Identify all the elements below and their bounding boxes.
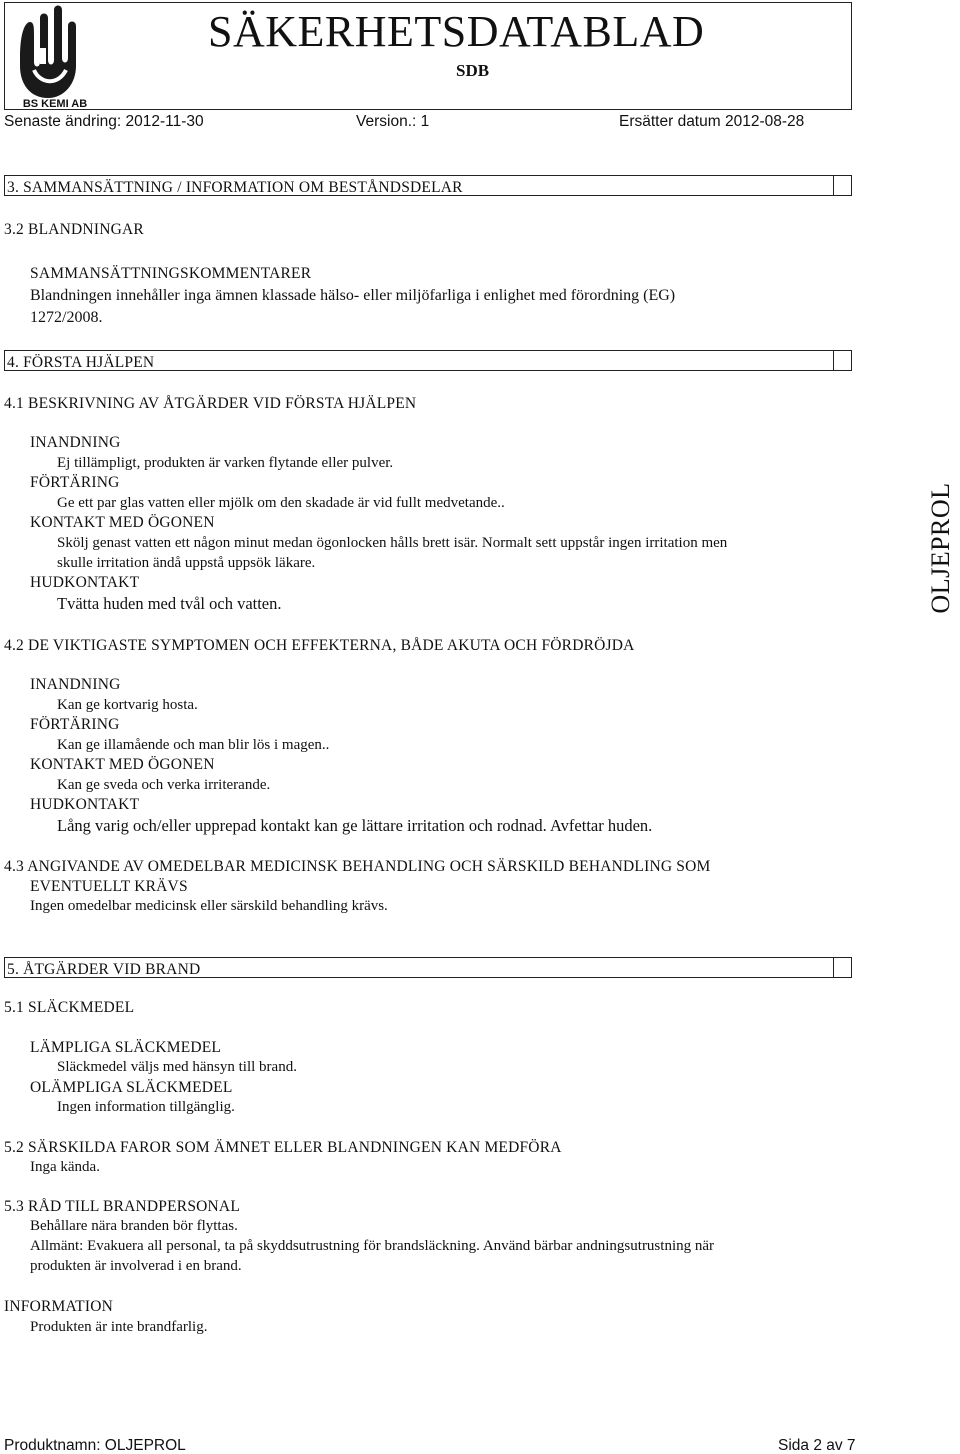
s41-inhalation-label: INANDNING xyxy=(30,434,121,451)
section-3-heading: 3. SAMMANSÄTTNING / INFORMATION OM BESTÅNDSDELAR xyxy=(7,179,463,196)
section-5-box xyxy=(833,957,851,978)
s42-inhalation-label: INANDNING xyxy=(30,676,121,693)
version: Version.: 1 xyxy=(356,113,430,130)
s51-suitable-label: LÄMPLIGA SLÄCKMEDEL xyxy=(30,1039,222,1056)
s43-text: Ingen omedelbar medicinsk eller särskild behandling krävs. xyxy=(30,898,388,914)
s51-suitable-text: Släckmedel väljs med hänsyn till brand. xyxy=(57,1059,297,1075)
s42-ingestion-label: FÖRTÄRING xyxy=(30,716,120,733)
s41-eye-label: KONTAKT MED ÖGONEN xyxy=(30,514,215,531)
information-label: INFORMATION xyxy=(4,1298,113,1315)
s52-text: Inga kända. xyxy=(30,1159,100,1175)
s41-ingestion-text: Ge ett par glas vatten eller mjölk om den skadade är vid fullt medvetande.. xyxy=(57,495,505,511)
section-5-heading: 5. ÅTGÄRDER VID BRAND xyxy=(7,961,201,978)
s41-eye-text-line1: Skölj genast vatten ett någon minut medan ögonlocken hålls brett isär. Normalt sett uppstår ingen irritation men xyxy=(57,535,728,551)
section-5-2-heading: 5.2 SÄRSKILDA FAROR SOM ÄMNET ELLER BLANDNINGEN KAN MEDFÖRA xyxy=(4,1139,562,1156)
composition-comments-line1: Blandningen innehåller inga ämnen klassade hälso- eller miljöfarliga i enlighet med förordning (EG) xyxy=(30,287,676,304)
last-change-date: Senaste ändring: 2012-11-30 xyxy=(4,113,204,130)
s41-skin-label: HUDKONTAKT xyxy=(30,574,140,591)
s42-skin-label: HUDKONTAKT xyxy=(30,796,140,813)
section-3-2-heading: 3.2 BLANDNINGAR xyxy=(4,221,144,238)
composition-comments-line2: 1272/2008. xyxy=(30,309,103,326)
section-3-bar xyxy=(4,175,852,196)
section-5-3-heading: 5.3 RÅD TILL BRANDPERSONAL xyxy=(4,1198,240,1215)
s42-eye-text: Kan ge sveda och verka irriterande. xyxy=(57,777,271,793)
company-logo xyxy=(10,4,100,108)
section-4-2-heading: 4.2 DE VIKTIGASTE SYMPTOMEN OCH EFFEKTERNA, BÅDE AKUTA OCH FÖRDRÖJDA xyxy=(4,637,635,654)
footer-product-name: Produktnamn: OLJEPROL xyxy=(4,1437,186,1454)
document-subtitle: SDB xyxy=(456,61,490,80)
s41-ingestion-label: FÖRTÄRING xyxy=(30,474,120,491)
s42-ingestion-text: Kan ge illamående och man blir lös i magen.. xyxy=(57,737,330,753)
s51-unsuitable-text: Ingen information tillgänglig. xyxy=(57,1099,235,1115)
s42-eye-label: KONTAKT MED ÖGONEN xyxy=(30,756,215,773)
document-title: SÄKERHETSDATABLAD xyxy=(208,7,705,56)
s42-skin-text: Lång varig och/eller upprepad kontakt kan ge lättare irritation och rodnad. Avfettar huden. xyxy=(57,816,653,835)
replaces-date: Ersätter datum 2012-08-28 xyxy=(619,113,805,130)
information-text: Produkten är inte brandfarlig. xyxy=(30,1319,208,1335)
s41-eye-text-line2: skulle irritation ändå uppstå uppsök läkare. xyxy=(57,555,316,571)
section-3-box xyxy=(833,175,851,196)
section-5-1-heading: 5.1 SLÄCKMEDEL xyxy=(4,999,135,1016)
composition-comments-heading: SAMMANSÄTTNINGSKOMMENTARER xyxy=(30,265,312,282)
section-4-box xyxy=(833,350,851,371)
section-4-bar xyxy=(4,350,852,371)
section-4-3-heading-line1: 4.3 ANGIVANDE AV OMEDELBAR MEDICINSK BEHANDLING OCH SÄRSKILD BEHANDLING SOM xyxy=(4,858,711,875)
logo-text: BS KEMI AB xyxy=(22,98,88,108)
s53-text-line2: Allmänt: Evakuera all personal, ta på skyddsutrustning för brandsläckning. Använd bärbar andningsutrustning när xyxy=(30,1238,715,1254)
s42-inhalation-text: Kan ge kortvarig hosta. xyxy=(57,697,198,713)
section-4-1-heading: 4.1 BESKRIVNING AV ÅTGÄRDER VID FÖRSTA HJÄLPEN xyxy=(4,395,417,412)
section-4-3-heading-line2: EVENTUELLT KRÄVS xyxy=(30,878,188,895)
section-4-heading: 4. FÖRSTA HJÄLPEN xyxy=(7,354,155,371)
s53-text-line1: Behållare nära branden bör flyttas. xyxy=(30,1218,238,1234)
s51-unsuitable-label: OLÄMPLIGA SLÄCKMEDEL xyxy=(30,1079,233,1096)
side-product-label: OLJEPROL xyxy=(926,482,955,614)
s41-skin-text: Tvätta huden med tvål och vatten. xyxy=(57,594,282,613)
section-5-bar xyxy=(4,957,852,978)
s41-inhalation-text: Ej tillämpligt, produkten är varken flytande eller pulver. xyxy=(57,455,394,471)
s53-text-line3: produkten är involverad i en brand. xyxy=(30,1258,242,1274)
footer-page-number: Sida 2 av 7 xyxy=(778,1437,856,1454)
